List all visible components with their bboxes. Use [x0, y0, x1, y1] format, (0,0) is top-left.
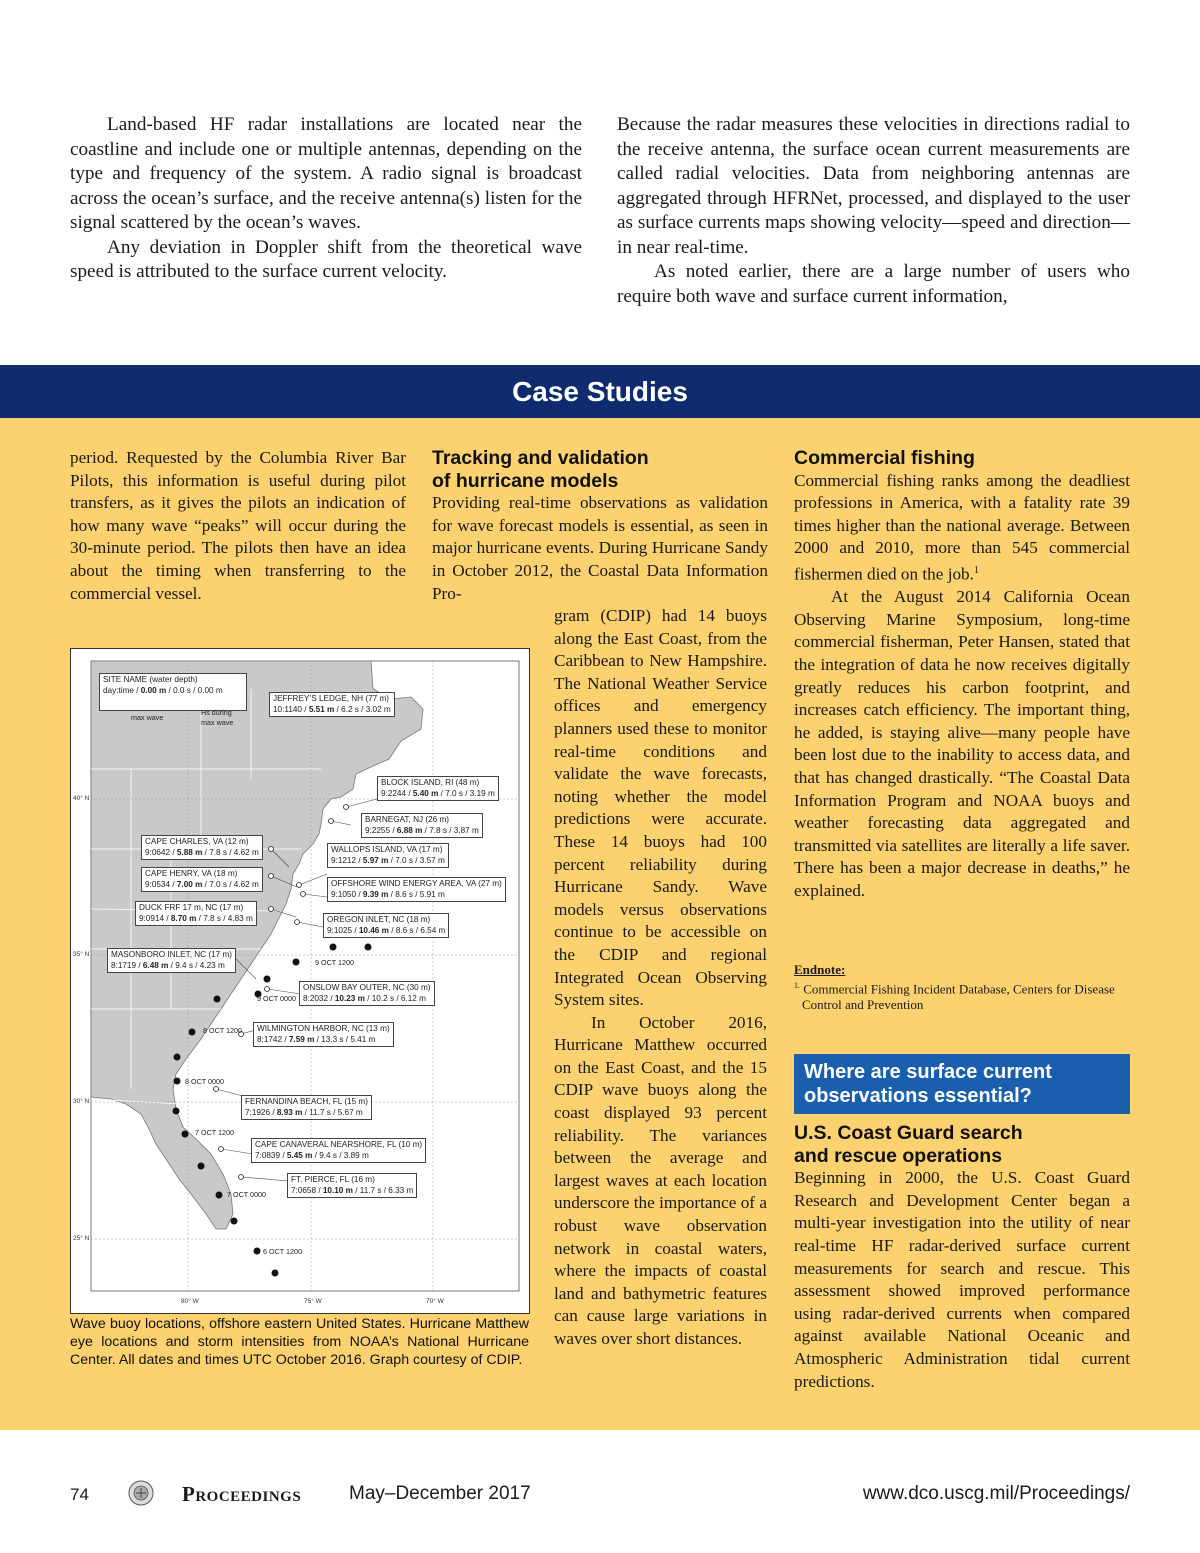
case-column-2-narrow [554, 605, 767, 1351]
paragraph: As noted earlier, there are a large number of users who require both wave and surface current information, [617, 261, 1130, 307]
paragraph [794, 470, 1130, 587]
paragraph: gram (CDIP) had 14 buoys along the East Coast, from the Caribbean to New Hampshire. The National Weather Service offices and emergency planners used these to monitor real-time conditions and validate the wave forecasts, noting whether the model predictions were accurate. These 14 buoys had 100 percent reliability during Hurricane Sandy. Wave models versus observations continue to be accessible on the CDIP and regional Integrated Ocean Observing System sites. [554, 606, 767, 1010]
storm-date-label: 9 OCT 1200 [315, 958, 355, 967]
endnote [794, 962, 1130, 1013]
storm-date-label: 9 OCT 0000 [257, 994, 297, 1003]
legend-hs-label-2: max wave [201, 718, 234, 727]
storm-date-label: 8 OCT 0000 [185, 1077, 225, 1086]
station-label: WILMINGTON HARBOR, NC (13 m) 8:1742 / 7.59 m / 13.3 s / 5.41 m [253, 1022, 394, 1047]
station-label: OFFSHORE WIND ENERGY AREA, VA (27 m) 9:1050 / 9.39 m / 8.6 s / 5.91 m [327, 877, 506, 902]
legend-format [103, 686, 243, 697]
storm-date-label: 8 OCT 1200 [203, 1026, 243, 1035]
station-label: JEFFREY’S LEDGE, NH (77 m) 10:1140 / 5.51 m / 6.2 s / 3.02 m [269, 692, 395, 717]
banner-title: Case Studies [512, 376, 688, 407]
case-studies-banner [0, 365, 1200, 418]
station-label: FT. PIERCE, FL (16 m) 7:0658 / 10.10 m / 11.7 s / 6.33 m [287, 1173, 417, 1198]
station-label: FERNANDINA BEACH, FL (15 m) 7:1926 / 8.93 m / 11.7 s / 5.67 m [241, 1095, 372, 1120]
station-label: MASONBORO INLET, NC (17 m) 8:1719 / 6.48 m / 9.4 s / 4.23 m [107, 948, 236, 973]
paragraph-text: Commercial fishing ranks among the deadliest professions in America, with a fatality rate 39 times higher than the national average. Between 2000 and 2010, more than 545 commercial fishermen died on the job. [794, 470, 1130, 584]
case-column-2-head [432, 447, 768, 605]
callout-title: Where are surface current observations essential? [804, 1061, 1052, 1107]
station-label: CAPE CANAVERAL NEARSHORE, FL (10 m) 7:0839 / 5.45 m / 9.4 s / 3.89 m [251, 1138, 426, 1163]
station-label: BARNEGAT, NJ (26 m) 9:2255 / 6.88 m / 7.8 s / 3.87 m [361, 813, 483, 838]
footer-url[interactable]: www.dco.uscg.mil/Proceedings/ [862, 1483, 1130, 1504]
case-column-3 [794, 447, 1130, 903]
legend-format-bold: 0.00 m [140, 685, 167, 695]
station-label: BLOCK ISLAND, RI (48 m) 9:2244 / 5.40 m / 7.0 s / 3.19 m [377, 776, 499, 801]
section-heading: U.S. Coast Guard search and rescue operations [794, 1122, 1023, 1167]
paragraph: Any deviation in Doppler shift from the theoretical wave speed is attributed to the surface current velocity. [70, 236, 582, 282]
paragraph: Land-based HF radar installations are located near the coastline and include one or multiple antennas, depending on the type and frequency of the system. A radio signal is broadcast across the ocean’s surface, and the receive antenna(s) listen for the signal scattered by the ocean’s waves. [70, 114, 582, 233]
paragraph: In October 2016, Hurricane Matthew occurred on the East Coast, and the 15 CDIP wave buoys along the coast displayed 93 percent reliability. The variances between the average and largest waves at each location underscore the importance of a robust wave observation network in coastal waters, where the impacts of coastal land and bathymetric features can cause large variations in waves over short distances. [554, 1012, 767, 1348]
legend-max-wave: max wave [131, 713, 164, 722]
case-column-3-lower [794, 1122, 1130, 1393]
station-label: DUCK FRF 17 m, NC (17 m) 9:0914 / 8.70 m / 7.8 s / 4.83 m [135, 901, 257, 926]
paragraph: At the August 2014 California Ocean Observing Marine Symposium, long-time commercial fisherman, Peter Hansen, stated that the integration of data he now receives digitally greatly reduces his carbon footprint, and increases catch efficiency. The important thing, he added, is staying alive—many people have been lost due to the inability to access data, and that has changed drastically. “The Coastal Data Information Program and NOAA buoys and weather forecasting data aggregated and transmitted via satellites are literally a life saver. There has been a major decrease in deaths,” he explained. [794, 587, 1130, 901]
station-label: CAPE HENRY, VA (18 m) 9:0534 / 7.00 m / 7.0 s / 4.62 m [141, 867, 263, 892]
lon-tick: 80° W [181, 1298, 199, 1305]
legend-format-post: / 0.0 s / 0.00 m [166, 685, 223, 695]
endnote-body: Commercial Fishing Incident Database, Centers for Disease Control and Prevention [802, 981, 1115, 1013]
figure-caption: Wave buoy locations, offshore eastern United States. Hurricane Matthew eye locations and storm intensities from NOAA’s National Hurricane Center. All dates and times UTC October 2016. Graph courtesy of CDIP. [70, 1316, 529, 1368]
publication-name: Proceedings [182, 1482, 302, 1506]
endnote-number: 1. [794, 981, 800, 990]
legend-title: SITE NAME (water depth) [103, 675, 198, 684]
issue-date: May–December 2017 [349, 1483, 531, 1504]
wave-buoy-map [70, 648, 530, 1314]
lat-tick: 40° N [73, 795, 90, 802]
lon-tick: 75° W [304, 1298, 322, 1305]
lat-tick: 35° N [73, 951, 90, 958]
top-article-left-column [70, 113, 582, 285]
map-legend [99, 673, 247, 711]
legend-hs-label-1: Hs during [201, 708, 232, 717]
storm-date-label: 6 OCT 1200 [263, 1247, 303, 1256]
legend-format-pre: day:time / [103, 685, 141, 695]
station-label: CAPE CHARLES, VA (12 m) 9:0642 / 5.88 m / 7.8 s / 4.62 m [141, 835, 263, 860]
paragraph: Beginning in 2000, the U.S. Coast Guard Research and Development Center began a multi-year investigation into the utility of near real-time HF radar-derived surface current measurements for search and rescue. This assessment showed improved performance using radar-derived currents when compared against available National Oceanic and Atmospheric Administration tidal current predictions. [794, 1168, 1130, 1391]
lat-tick: 30° N [73, 1098, 90, 1105]
station-label: ONSLOW BAY OUTER, NC (30 m) 8:2032 / 10.23 m / 10.2 s / 6.12 m [299, 981, 435, 1006]
storm-date-label: 7 OCT 0000 [227, 1190, 267, 1199]
case-column-1 [70, 447, 406, 605]
section-heading: Tracking and validation of hurricane models [432, 447, 649, 492]
page-number: 74 [70, 1485, 89, 1504]
lat-tick: 25° N [73, 1235, 90, 1242]
storm-date-label: 7 OCT 1200 [195, 1128, 235, 1137]
endnote-text [794, 978, 1130, 1013]
paragraph: Because the radar measures these velocities in directions radial to the receive antenna, the surface ocean current measurements are called radial velocities. Data from neighboring antennas are aggregated through HFRNet, processed, and displayed to the user as surface currents maps showing velocity—speed and direction—in near real-time. [617, 114, 1130, 258]
callout-box [794, 1054, 1130, 1114]
endnote-title: Endnote: [794, 962, 846, 977]
paragraph: Providing real-time observations as validation for wave forecast models is essential, as seen in major hurricane events. During Hurricane Sandy in October 2012, the Coastal Data Information Pro- [432, 493, 768, 603]
station-label: WALLOPS ISLAND, VA (17 m) 9:1212 / 5.97 m / 7.0 s / 3.57 m [327, 843, 449, 868]
lon-tick: 70° W [426, 1298, 444, 1305]
paragraph: period. Requested by the Columbia River Bar Pilots, this information is useful during pilot transfers, as it gives the pilots an indication of how many wave “peaks” will occur during the 30-minute period. The pilots then have an idea about the timing when transferring to the commercial vessel. [70, 448, 406, 603]
station-label: OREGON INLET, NC (18 m) 9:1025 / 10.46 m / 8.6 s / 6.54 m [323, 913, 449, 938]
uscg-seal-icon [128, 1480, 154, 1511]
section-heading: Commercial fishing [794, 447, 975, 469]
top-article-right-column [617, 113, 1130, 309]
footnote-ref: 1 [973, 564, 979, 576]
